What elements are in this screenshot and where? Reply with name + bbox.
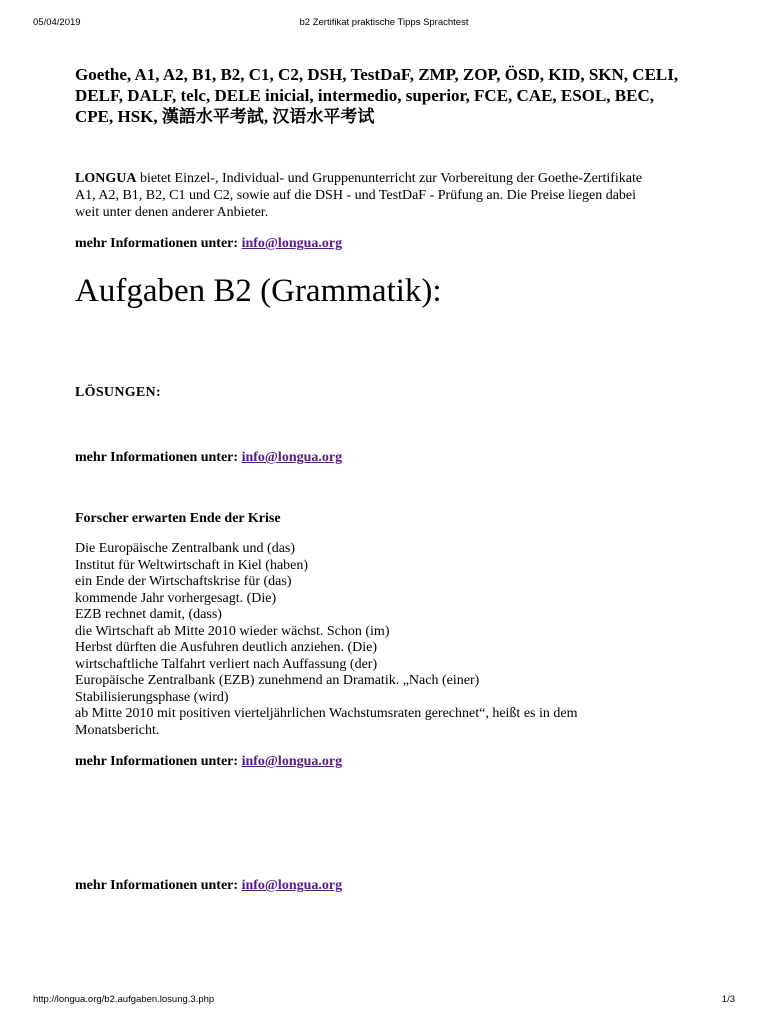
article-line: ab Mitte 2010 mit positiven vierteljährlichen Wachstumsraten gerechnet“, heißt es in dem	[75, 706, 578, 721]
email-link[interactable]: info@longua.org	[241, 450, 343, 465]
heading-line: Goethe, A1, A2, B1, B2, C1, C2, DSH, TestDaF, ZMP, ZOP, ÖSD, KID, SKN, CELI,	[75, 65, 679, 84]
more-info-label: mehr Informationen unter:	[75, 450, 242, 465]
article-line: wirtschaftliche Talfahrt verliert nach Auffassung (der)	[75, 656, 378, 672]
more-info-label: mehr Informationen unter:	[75, 236, 242, 251]
brand-name: LONGUA	[75, 171, 137, 186]
email-link[interactable]: info@longua.org	[241, 754, 343, 769]
intro-line: A1, A2, B1, B2, C1 und C2, sowie auf die DSH - und TestDaF - Prüfung an. Die Preise liegen dabei	[75, 188, 637, 203]
article-line: Europäische Zentralbank (EZB) zunehmend an Dramatik. „Nach (einer)	[75, 673, 480, 688]
solutions-heading: LÖSUNGEN:	[75, 385, 161, 400]
more-info-line	[75, 877, 342, 894]
heading-line: CPE, HSK, 漢語水平考試, 汉语水平考试	[75, 107, 375, 126]
intro-paragraph	[75, 170, 735, 221]
more-info-line	[75, 449, 342, 466]
print-footer	[0, 994, 768, 1008]
article-line: kommende Jahr vorhergesagt. (Die)	[75, 590, 277, 606]
more-info-label: mehr Informationen unter:	[75, 754, 242, 769]
email-link[interactable]: info@longua.org	[241, 878, 343, 893]
article-line: die Wirtschaft ab Mitte 2010 wieder wächst. Schon (im)	[75, 623, 390, 639]
article-line: Monatsbericht.	[75, 722, 160, 738]
more-info-label: mehr Informationen unter:	[75, 878, 242, 893]
more-info-line	[75, 235, 342, 252]
print-date: 05/04/2019	[33, 17, 81, 28]
article-line: Herbst dürften die Ausfuhren deutlich anziehen. (Die)	[75, 640, 378, 655]
print-url: http://longua.org/b2.aufgaben.losung.3.php	[33, 994, 215, 1005]
page-title: Aufgaben B2 (Grammatik):	[75, 273, 442, 309]
article-title: Forscher erwarten Ende der Krise	[75, 511, 281, 526]
email-link[interactable]: info@longua.org	[241, 236, 343, 251]
article-line: ein Ende der Wirtschaftskrise für (das)	[75, 574, 292, 589]
article-line: Die Europäische Zentralbank und (das)	[75, 541, 296, 556]
print-page-title: b2 Zertifikat praktische Tipps Sprachtest	[299, 17, 469, 28]
heading-line: DELF, DALF, telc, DELE inicial, intermedio, superior, FCE, CAE, ESOL, BEC,	[75, 86, 654, 105]
exam-list-heading	[75, 64, 735, 127]
article-body	[75, 541, 735, 739]
more-info-line	[75, 753, 342, 770]
article-line: Stabilisierungsphase (wird)	[75, 689, 229, 705]
print-page-number: 1/3	[721, 994, 735, 1005]
article-line: EZB rechnet damit, (dass)	[75, 607, 222, 622]
intro-line: weit unter denen anderer Anbieter.	[75, 205, 269, 220]
intro-line: LONGUA bietet Einzel-, Individual- und Gruppenunterricht zur Vorbereitung der Goethe-Zertifikate	[75, 171, 643, 186]
article-line: Institut für Weltwirtschaft in Kiel (haben)	[75, 557, 309, 573]
print-header	[0, 17, 768, 31]
